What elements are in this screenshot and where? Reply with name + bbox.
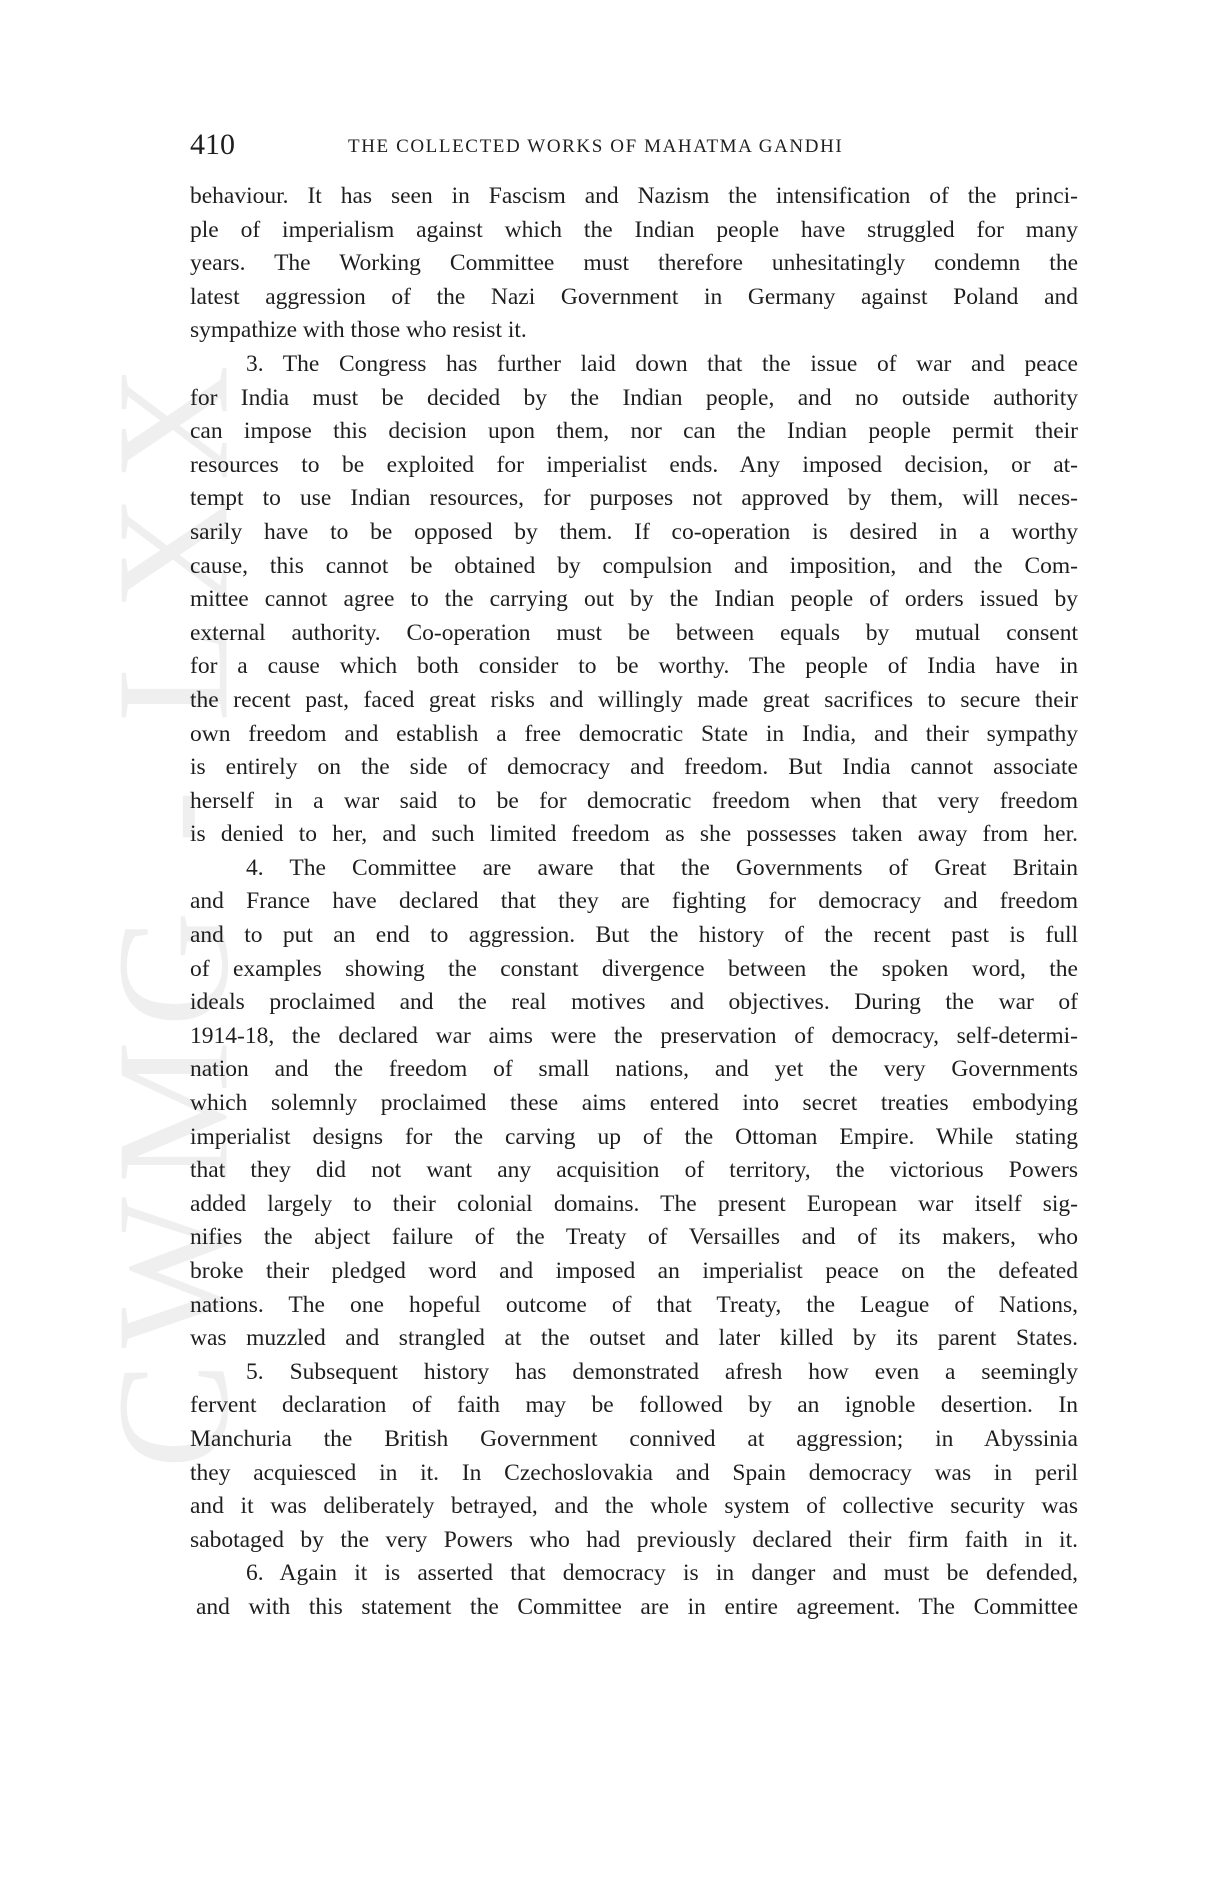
page-header [190,128,1080,172]
text-line: nation and the freedom of small nations, and yet the very Governments [190,1056,1078,1083]
text-line: imperialist designs for the carving up of the Ottoman Empire. While stating [190,1123,1078,1150]
text-line: can impose this decision upon them, nor can the Indian people permit their [190,418,1078,445]
text-line: cause, this cannot be obtained by compulsion and imposition, and the Com- [190,552,1078,579]
text-line: they acquiesced in it. In Czechoslovakia and Spain democracy was in peril [190,1459,1078,1486]
text-line: ple of imperialism against which the Indian people have struggled for many [190,216,1078,243]
text-line: for a cause which both consider to be worthy. The people of India have in [190,653,1078,680]
text-line: was muzzled and strangled at the outset and later killed by its parent States. [190,1325,1078,1352]
text-line: 3. The Congress has further laid down that the issue of war and peace [246,350,1078,377]
text-line: 1914-18, the declared war aims were the preservation of democracy, self-determi- [190,1022,1078,1049]
text-line: and with this statement the Committee are in entire agreement. The Committee [196,1593,1078,1620]
watermark-text: CWMG - LXX [83,351,262,1469]
text-line: 4. The Committee are aware that the Governments of Great Britain [246,854,1078,881]
text-line: and to put an end to aggression. But the history of the recent past is full [190,922,1078,949]
text-line: herself in a war said to be for democratic freedom when that very freedom [190,787,1078,814]
text-line: the recent past, faced great risks and willingly made great sacrifices to secure their [190,686,1078,713]
text-line: mittee cannot agree to the carrying out by the Indian people of orders issued by [190,586,1078,613]
text-line: which solemnly proclaimed these aims entered into secret treaties embodying [190,1090,1078,1117]
text-line: that they did not want any acquisition of territory, the victorious Powers [190,1157,1078,1184]
text-line: own freedom and establish a free democratic State in India, and their sympathy [190,720,1078,747]
text-line: external authority. Co-operation must be between equals by mutual consent [190,619,1078,646]
text-line: added largely to their colonial domains. The present European war itself sig- [190,1190,1078,1217]
text-line: ideals proclaimed and the real motives and objectives. During the war of [190,989,1078,1016]
text-line: sympathize with those who resist it. [190,317,527,344]
text-line: nations. The one hopeful outcome of that Treaty, the League of Nations, [190,1291,1078,1318]
text-line: broke their pledged word and imposed an imperialist peace on the defeated [190,1258,1078,1284]
text-line: tempt to use Indian resources, for purposes not approved by them, will neces- [190,485,1078,512]
text-line: years. The Working Committee must therefore unhesitatingly condemn the [190,250,1078,277]
text-line: is entirely on the side of democracy and freedom. But India cannot associate [190,754,1078,781]
page-number: 410 [190,128,235,161]
text-line: 5. Subsequent history has demonstrated afresh how even a seemingly [246,1358,1078,1385]
text-line: resources to be exploited for imperialist ends. Any imposed decision, or at- [190,451,1078,478]
text-line: is denied to her, and such limited freedom as she possesses taken away from her. [190,821,1078,848]
text-line: sabotaged by the very Powers who had previously declared their firm faith in it. [190,1526,1078,1553]
text-line: Manchuria the British Government connived at aggression; in Abyssinia [190,1425,1078,1452]
running-head: THE COLLECTED WORKS OF MAHATMA GANDHI [348,136,844,157]
text-line: and France have declared that they are fighting for democracy and freedom [190,888,1078,915]
body-text [190,180,1078,1625]
text-line: for India must be decided by the Indian people, and no outside authority [190,384,1078,411]
text-line: fervent declaration of faith may be followed by an ignoble desertion. In [190,1392,1078,1419]
text-line: and it was deliberately betrayed, and the whole system of collective security was [190,1493,1078,1520]
text-line: latest aggression of the Nazi Government in Germany against Poland and [190,283,1078,310]
text-line: sarily have to be opposed by them. If co-operation is desired in a worthy [190,518,1078,545]
text-line: behaviour. It has seen in Fascism and Nazism the intensification of the princi- [190,183,1078,209]
text-line: 6. Again it is asserted that democracy is in danger and must be defended, [246,1560,1078,1587]
text-line: of examples showing the constant divergence between the spoken word, the [190,955,1078,982]
text-line: nifies the abject failure of the Treaty of Versailles and of its makers, who [190,1224,1078,1251]
